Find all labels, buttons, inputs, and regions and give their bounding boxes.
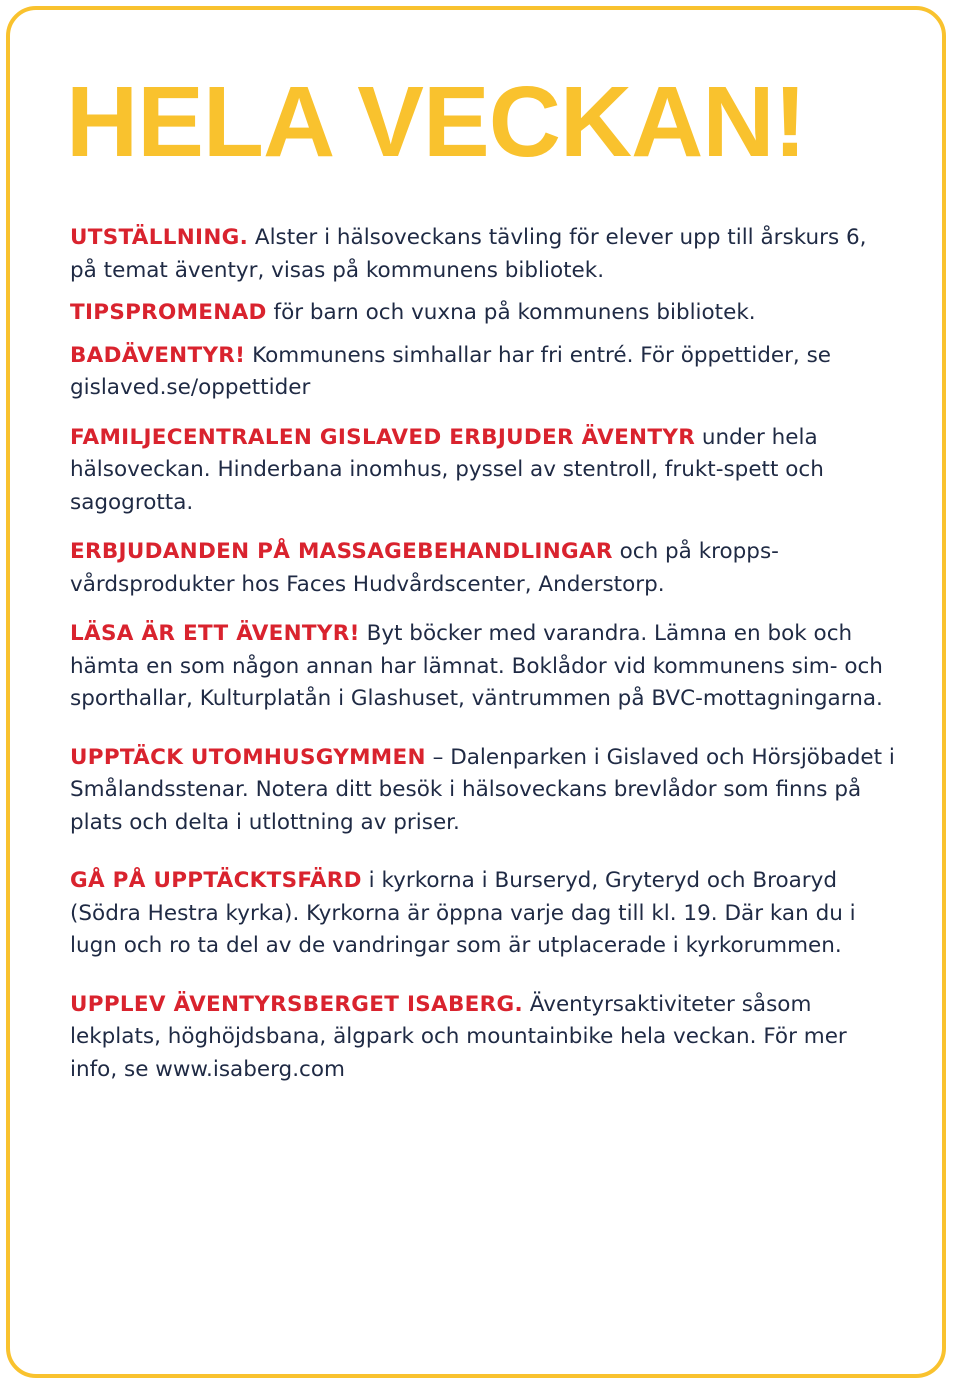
event-heading: GÅ PÅ UPPTÄCKTSFÄRD — [70, 868, 362, 893]
event-heading: ERBJUDANDEN PÅ MASSAGEBEHANDLINGAR — [70, 539, 613, 564]
event-heading: FAMILJECENTRALEN GISLAVED ERBJUDER ÄVENTYR — [70, 424, 696, 450]
event-text: Kommunens simhallar har fri entré. För öppettider, se gislaved.se/oppettider — [70, 342, 832, 400]
event-item-massage — [70, 536, 900, 601]
event-item-tipspromenad — [70, 297, 900, 330]
event-heading: UPPLEV ÄVENTYRSBERGET ISABERG. — [70, 991, 523, 1017]
event-item-upptacktsfard — [70, 865, 900, 963]
event-text: och på kropps-vårdsprodukter hos Faces Hudvårdscenter, Anderstorp. — [70, 539, 779, 597]
event-text: Äventyrsaktiviteter såsom lekplats, höghöjdsbana, älgpark och mountainbike hela veckan. För mer info, se www.isaberg.com — [70, 991, 847, 1082]
event-text: Byt böcker med varandra. Lämna en bok och hämta en som någon annan har lämnat. Boklådor vid kommunens sim- och sporthallar, Kulturplatån i Glashuset, väntrummen på BVC-mottagningarna. — [70, 621, 883, 711]
event-heading: UTSTÄLLNING. — [70, 225, 249, 250]
event-item-isaberg — [70, 989, 900, 1087]
event-text: Alster i hälsoveckans tävling för elever upp till årskurs 6, på temat äventyr, visas på kommunens bibliotek. — [70, 225, 867, 283]
event-item-familjecentralen — [70, 422, 900, 520]
event-item-lasa — [70, 618, 900, 716]
event-text: – Dalenparken i Gislaved och Hörsjöbadet i Smålandsstenar. Notera ditt besök i hälsoveckans brevlådor som finns på plats och delta i utlottning av priser. — [70, 744, 895, 835]
event-heading: LÄSA ÄR ETT ÄVENTYR! — [70, 621, 360, 646]
event-heading: BADÄVENTYR! — [70, 342, 246, 368]
event-text: under hela hälsoveckan. Hinderbana inomhus, pyssel av stentroll, frukt-spett och sagogrotta. — [70, 424, 824, 515]
event-heading: TIPSPROMENAD — [70, 300, 267, 325]
event-heading: UPPTÄCK UTOMHUSGYMMEN — [70, 744, 426, 770]
event-text: i kyrkorna i Burseryd, Gryteryd och Broaryd (Södra Hestra kyrka). Kyrkorna är öppna varje dag till kl. 19. Där kan du i lugn och ro ta del av de vandringar som är utplacerade i kyrkorummen. — [70, 868, 856, 958]
event-item-utstallning — [70, 222, 900, 287]
event-item-badaventyr — [70, 340, 900, 405]
event-text: för barn och vuxna på kommunens bibliotek. — [266, 300, 756, 325]
event-item-utomhusgym — [70, 742, 900, 840]
event-list — [70, 222, 900, 1103]
page-title: HELA VECKAN! — [66, 66, 806, 178]
